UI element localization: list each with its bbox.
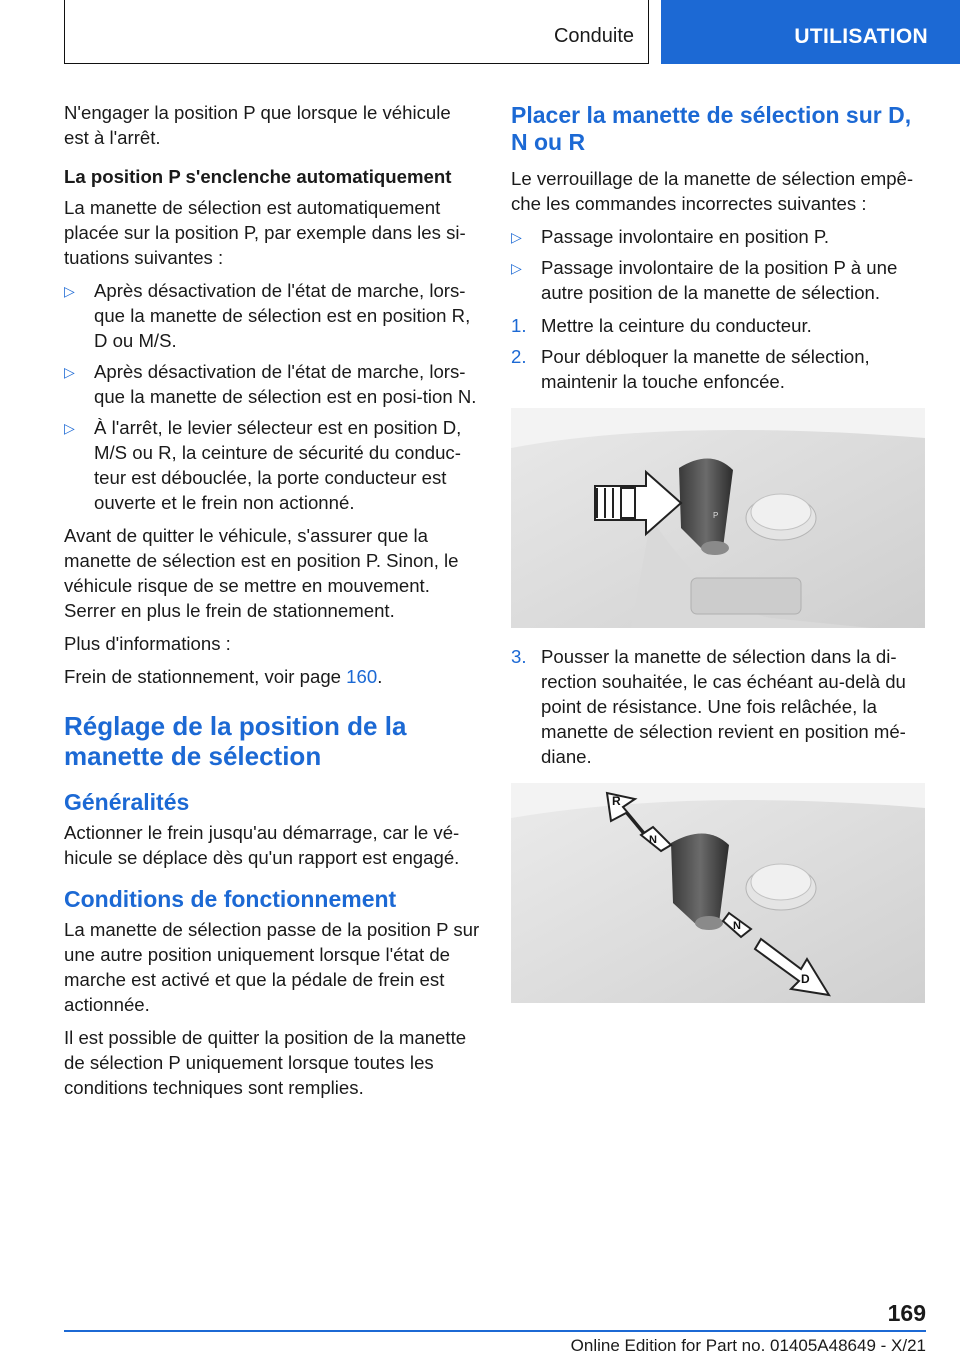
arrow-n-label-bottom: N: [733, 920, 741, 932]
right-heading: Placer la manette de sélection sur D, N ou R: [511, 102, 912, 155]
list-item: ▷ Après désactivation de l'état de marche, lors-que la manette de sélection est en posi-tion N.: [64, 361, 477, 407]
list-item: ▷ Passage involontaire de la position P à une autre position de la manette de sélection.: [511, 257, 898, 303]
list-item: ▷ Après désactivation de l'état de marche, lors-que la manette de sélection est en position R, D ou M/S.: [64, 280, 471, 351]
page-reference-link[interactable]: 160: [346, 666, 378, 687]
steps-list-a: [511, 313, 925, 394]
arrow-r-label: R: [612, 794, 621, 808]
knob-p-label: P: [713, 511, 719, 520]
page-reference: Frein de stationnement, voir page 160.: [64, 666, 383, 687]
list-item: 3. Pousser la manette de sélection dans la di-rection souhaitée, le cas échéant au-delà du point de résistance. Une fois relâchée, la manette de sélection revient en position mé-diane.: [511, 646, 906, 767]
list-item: 2. Pour débloquer la manette de sélection, maintenir la touche enfoncée.: [511, 346, 870, 392]
conditions-paragraph-1: La manette de sélection passe de la position P sur une autre position uniquement lorsque l'état de marche est activé et que la pédale de frein est actionnée.: [64, 919, 480, 1015]
right-intro: Le verrouillage de la manette de sélection empê-che les commandes incorrectes suivantes :: [511, 168, 914, 214]
conditions-paragraph-2: Il est possible de quitter la position de la manette de sélection P uniquement lorsque toutes les conditions techniques sont remplies.: [64, 1027, 467, 1098]
header-chapter-tab: [661, 0, 960, 64]
header-section-label: Conduite: [553, 25, 634, 47]
triangle-bullet-icon: ▷: [64, 283, 75, 299]
list-item: ▷ Passage involontaire en position P.: [511, 224, 925, 249]
right-column: [511, 100, 925, 1019]
steps-list-b: [511, 644, 925, 769]
footer-edition: Online Edition for Part no. 01405A48649 - X/21: [570, 1336, 926, 1355]
lock-list: [511, 224, 925, 305]
page-number: 169: [887, 1300, 926, 1326]
left-column: [64, 100, 480, 1108]
general-paragraph: Actionner le frein jusqu'au démarrage, car le vé-hicule se déplace dès qu'un rapport est engagé.: [64, 822, 460, 868]
gear-selector-directions-illustration: [511, 783, 925, 1003]
conditions-heading: Conditions de fonctionnement: [64, 886, 397, 912]
section-heading: Réglage de la position de la manette de sélection: [64, 711, 407, 771]
gear-selector-unlock-illustration: [511, 408, 925, 628]
arrow-d-label: D: [801, 972, 810, 986]
triangle-bullet-icon: ▷: [511, 260, 522, 276]
header-chapter-label: UTILISATION: [794, 25, 928, 48]
footer-divider: [64, 1330, 926, 1332]
auto-p-subheading: La position P s'enclenche automatiquement: [64, 166, 452, 187]
auto-p-paragraph: La manette de sélection est automatiquement placée sur la position P, par exemple dans les si-tuations suivantes :: [64, 197, 466, 268]
warning-paragraph: Avant de quitter le véhicule, s'assurer que la manette de sélection est en position P. Sinon, le véhicule risque de se mettre en mouvement. Serrer en plus le frein de stationnement.: [64, 525, 459, 621]
list-item: 1. Mettre la ceinture du conducteur.: [511, 315, 812, 336]
triangle-bullet-icon: ▷: [64, 420, 75, 436]
general-heading: Généralités: [64, 789, 190, 815]
list-item: ▷ À l'arrêt, le levier sélecteur est en position D, M/S ou R, la ceinture de sécurité du conduc-teur est débouclée, la porte conducteur est ouverte et le frein non actionné.: [64, 417, 462, 513]
arrow-n-label-top: N: [649, 834, 657, 846]
triangle-bullet-icon: ▷: [64, 364, 75, 380]
header-section-box: [64, 0, 649, 64]
intro-paragraph: N'engager la position P que lorsque le véhicule est à l'arrêt.: [64, 102, 451, 148]
triangle-bullet-icon: ▷: [511, 229, 522, 245]
more-info-label: Plus d'informations :: [64, 633, 231, 654]
auto-p-list: [64, 278, 480, 515]
